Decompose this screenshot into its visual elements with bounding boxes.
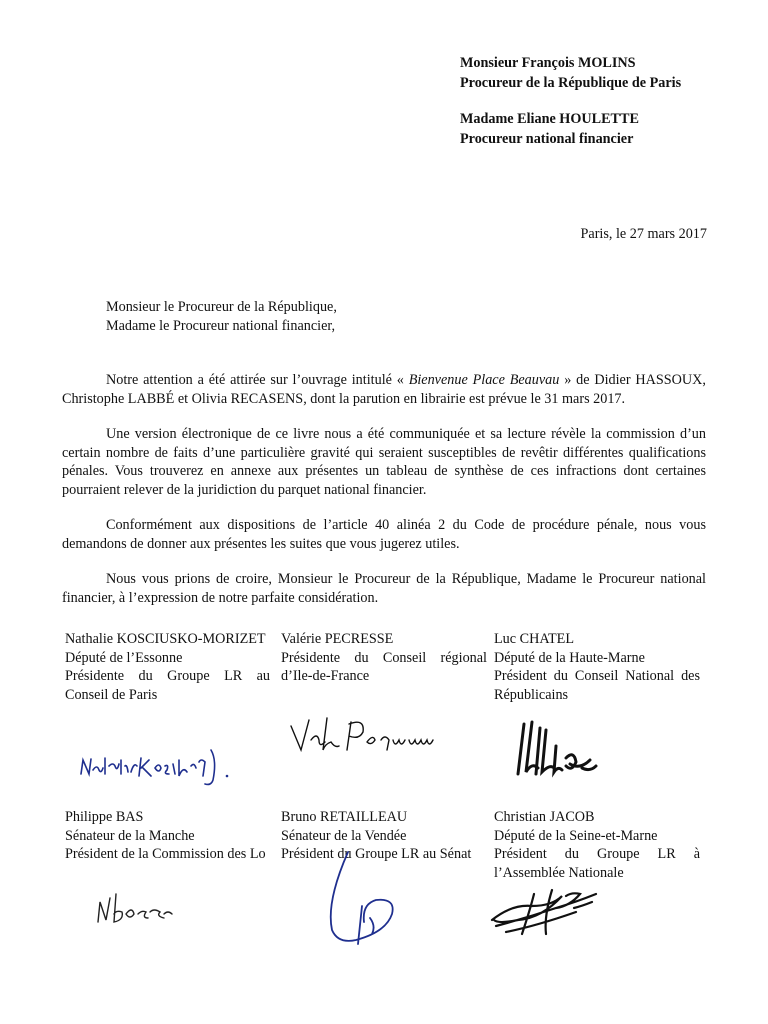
signatory-role: Député de la Haute-Marne (494, 649, 645, 666)
signatory-bas (65, 808, 270, 864)
signatory-role: Présidente du Conseil régional d’Ile-de-France (281, 649, 487, 685)
signatory-role: Sénateur de la Vendée (281, 827, 407, 844)
signatory-jacob (494, 808, 700, 882)
paragraph-text: » de Didier HASSOUX, Christophe LABBÉ et Olivia RECASENS, dont la parution en librairie est prévue le 31 mars 2017. (62, 372, 706, 407)
recipient-name: Monsieur François MOLINS (460, 55, 636, 71)
salutation-line: Madame le Procureur national financier, (106, 318, 336, 334)
signatory-chatel (494, 630, 700, 704)
signatory-role: Présidente du Groupe LR au Conseil de Paris (65, 668, 270, 703)
paragraph-book (62, 371, 706, 408)
letter-body (62, 371, 706, 624)
signatory-kosciusko-morizet (65, 630, 270, 704)
signatory-name: Philippe BAS (65, 809, 144, 825)
signatory-role: Député de l’Essonne (65, 649, 183, 666)
signatory-name: Bruno RETAILLEAU (281, 809, 408, 825)
signatory-role: Président du Groupe LR à l’Assemblée Nationale (494, 846, 700, 881)
signatory-role: Président du Conseil National des Républicains (494, 668, 700, 703)
signatory-role: Sénateur de la Manche (65, 827, 195, 844)
paragraph-offences: Une version électronique de ce livre nous a été communiquée et sa lecture révèle la commission d’un certain nombre de faits d’une particulière gravité qui seraient susceptibles de revêtir différentes qualifications pénales. Vous trouverez en annexe aux présentes un tableau de synthèse de ces infractions dont certaines pourraient relever de la juridiction du parquet national financier. (62, 426, 706, 498)
salutation-line: Monsieur le Procureur de la République, (106, 299, 337, 315)
signature-kosciusko-morizet (75, 738, 235, 788)
signatory-name: Christian JACOB (494, 809, 595, 825)
recipient-molins (460, 53, 760, 93)
paragraph-request: Conformément aux dispositions de l’article 40 alinéa 2 du Code de procédure pénale, nous vous demandons de donner aux présentes les suites que vous jugerez utiles. (62, 517, 706, 552)
signatory-role: Président de la Commission des Lo (65, 846, 266, 863)
recipient-title: Procureur de la République de Paris (460, 75, 682, 91)
date-line: Paris, le 27 mars 2017 (580, 226, 707, 242)
signature-chatel (510, 716, 610, 786)
paragraph-closing: Nous vous prions de croire, Monsieur le Procureur de la République, Madame le Procureur national financier, à l’expression de notre parfaite considération. (62, 571, 706, 606)
signatory-role: Président du Groupe LR au Sénat (281, 846, 472, 863)
paragraph-text: Notre attention a été attirée sur l’ouvrage intitulé « (106, 372, 409, 388)
salutation (106, 298, 337, 336)
recipient-name: Madame Eliane HOULETTE (460, 111, 639, 127)
signatory-role: Député de la Seine-et-Marne (494, 827, 658, 844)
signatory-pecresse (281, 630, 487, 686)
signatory-name: Luc CHATEL (494, 631, 574, 647)
book-title: Bienvenue Place Beauvau (408, 372, 560, 388)
signatory-name: Nathalie KOSCIUSKO-MORIZET (65, 631, 266, 647)
signature-bas (92, 884, 192, 929)
recipient-title: Procureur national financier (460, 131, 634, 147)
recipient-block (460, 53, 760, 165)
signature-retailleau (318, 848, 408, 948)
signature-pecresse (287, 712, 457, 757)
signatory-name: Valérie PECRESSE (281, 631, 394, 647)
recipient-houlette (460, 109, 760, 149)
signature-jacob (486, 882, 606, 942)
